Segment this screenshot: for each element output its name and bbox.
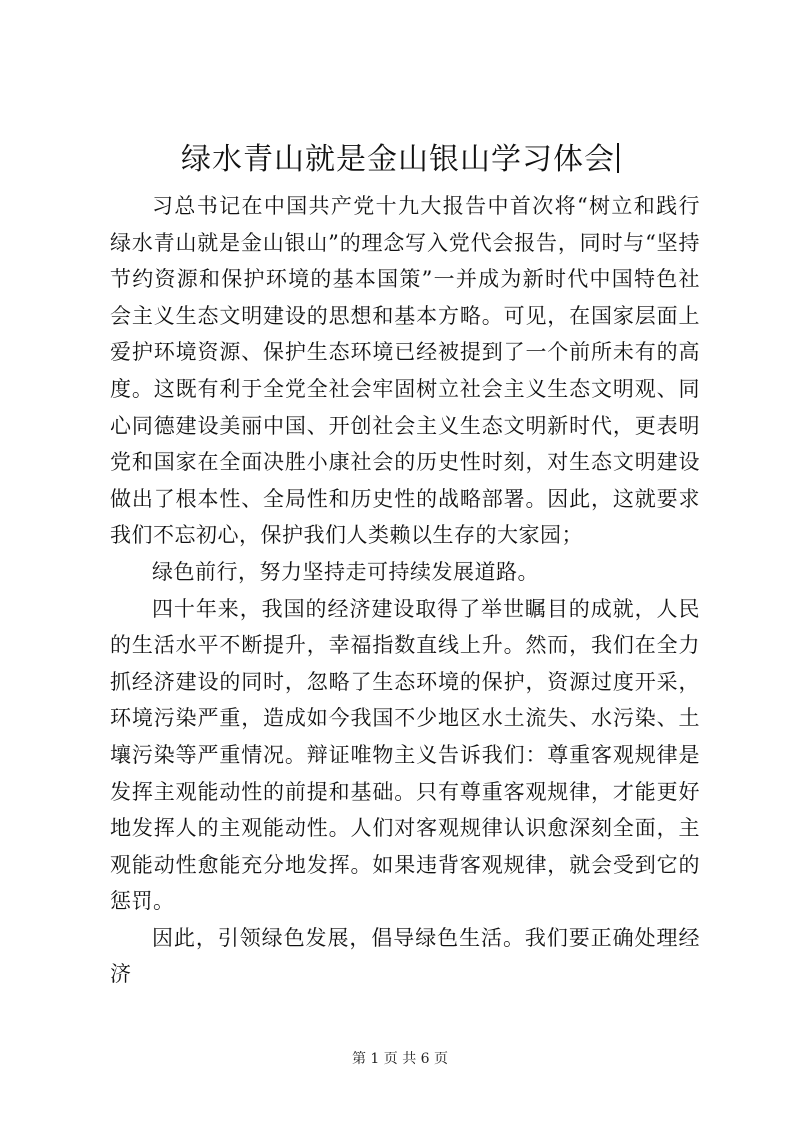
document-body — [110, 188, 700, 993]
document-title: 绿水青山就是金山银山学习体会 — [181, 142, 615, 177]
paragraph-4: 因此，引领绿色发展，倡导绿色生活。我们要正确处理经济 — [110, 925, 700, 987]
page-number-label: 第 1 页 共 6 页 — [351, 1051, 449, 1067]
text-cursor — [617, 143, 619, 173]
paragraph-1: 习总书记在中国共产党十九大报告中首次将“树立和践行绿水青山就是金山银山”的理念写入党代会报告，同时与“坚持节约资源和保护环境的基本国策”一并成为新时代中国特色社会主义生态文明建设的思想和基本方略。可见，在国家层面上爱护环境资源、保护生态环境已经被提到了一个前所未有的高度。这既有利于全党全社会牢固树立社会主义生态文明观、同心同德建设美丽中国、开创社会主义生态文明新时代，更表明党和国家在全面决胜小康社会的历史性时刻，对生态文明建设做出了根本性、全局性和历史性的战略部署。因此，这就要求我们不忘初心，保护我们人类赖以生存的大家园； — [110, 194, 700, 548]
paragraph-2: 绿色前行，努力坚持走可持续发展道路。 — [152, 559, 539, 584]
paragraph-3: 四十年来，我国的经济建设取得了举世瞩目的成就，人民的生活水平不断提升，幸福指数直线上升。然而，我们在全力抓经济建设的同时，忽略了生态环境的保护，资源过度开采，环境污染严重，造成如今我国不少地区水土流失、水污染、土壤污染等严重情况。辩证唯物主义告诉我们：尊重客观规律是发挥主观能动性的前提和基础。只有尊重客观规律，才能更好地发挥人的主观能动性。人们对客观规律认识愈深刻全面，主观能动性愈能充分地发挥。如果违背客观规律，就会受到它的惩罚。 — [110, 596, 700, 914]
page-footer — [0, 1048, 800, 1068]
document-title-container — [0, 140, 800, 180]
